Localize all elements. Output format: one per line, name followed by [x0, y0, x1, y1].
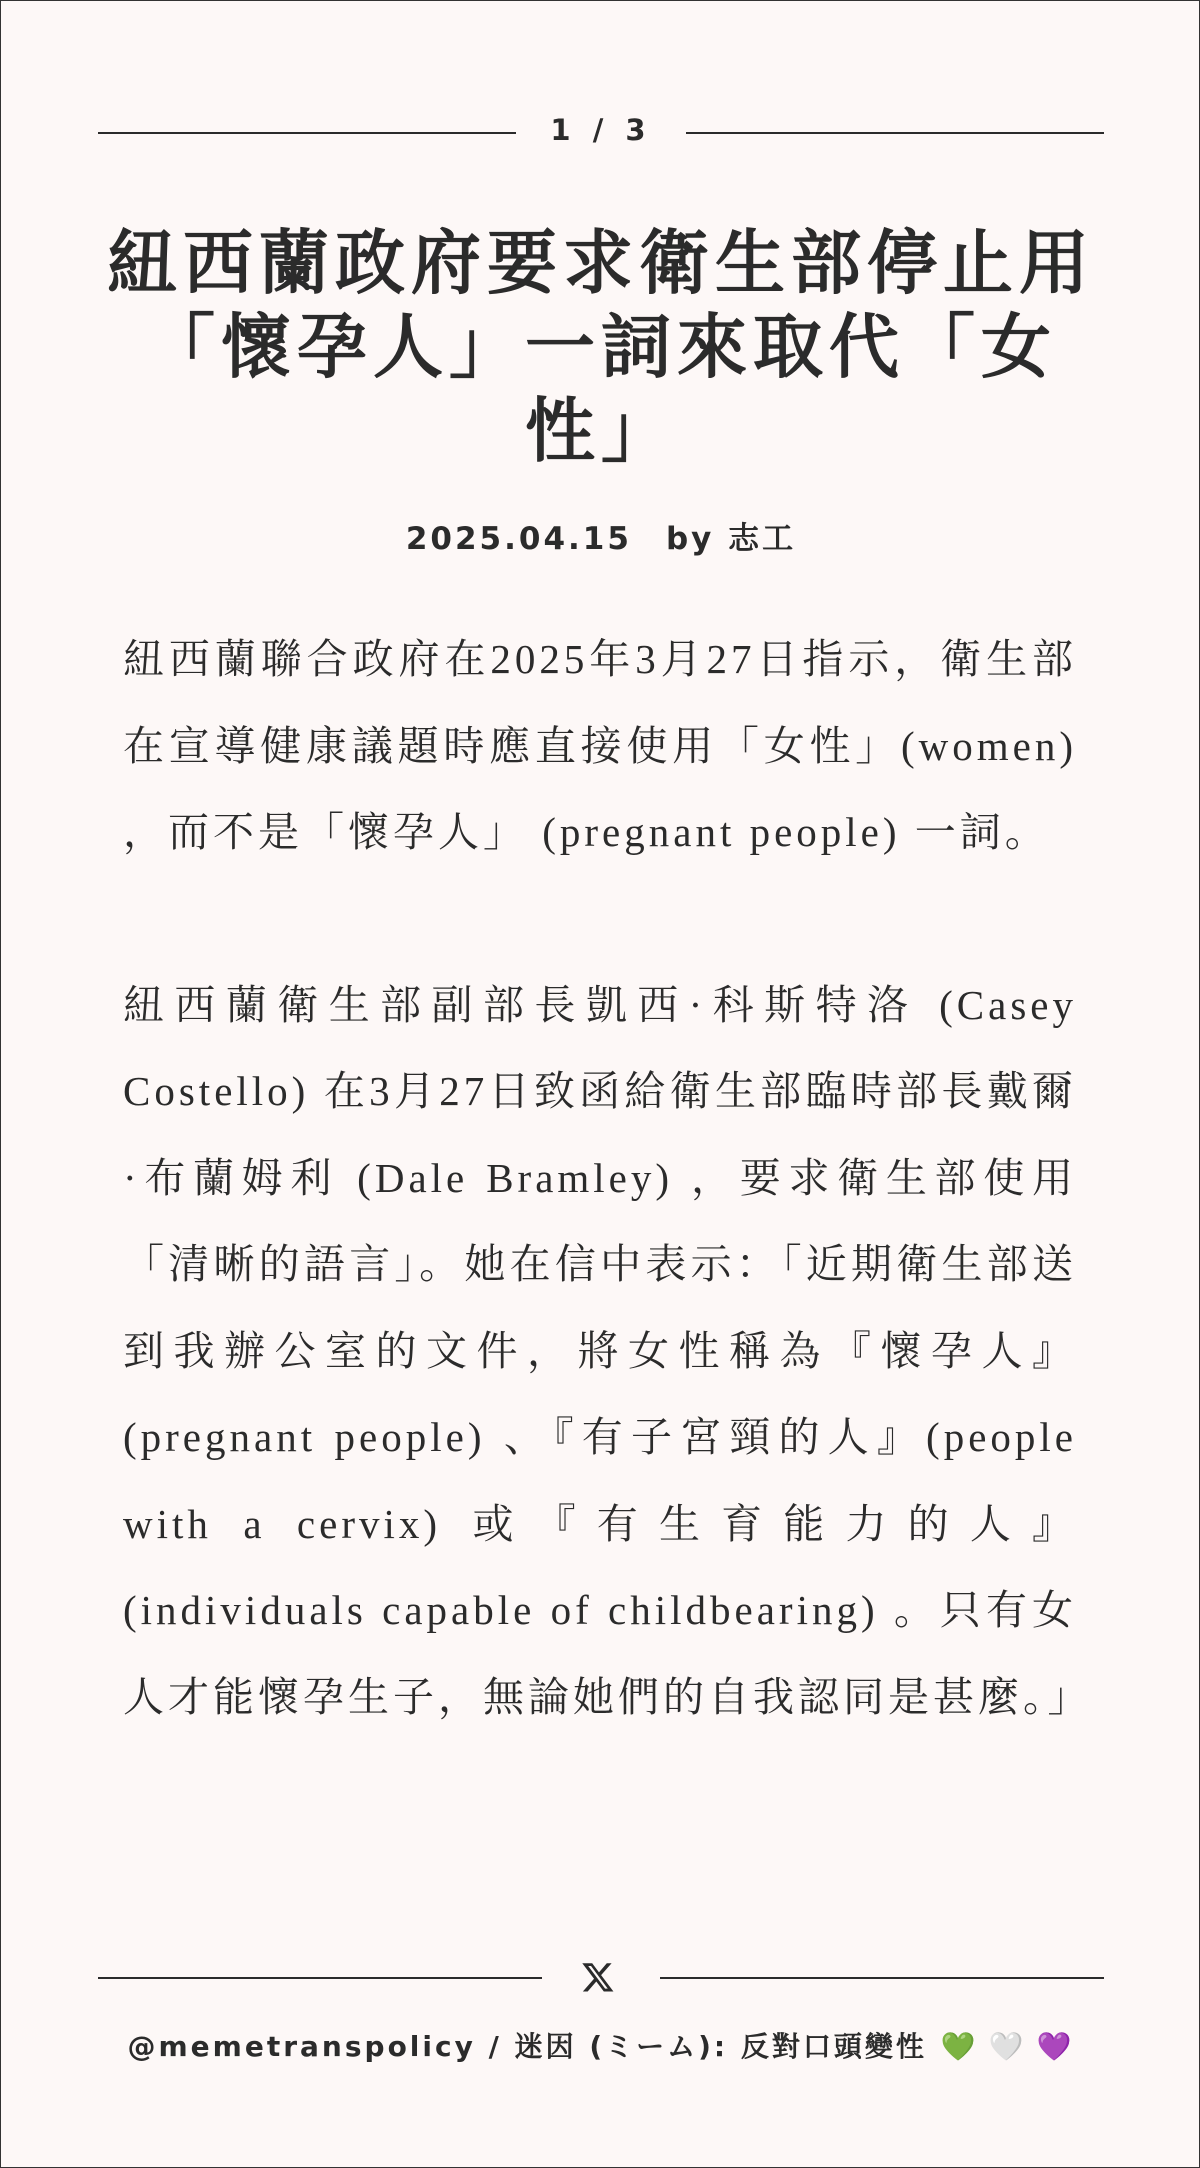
purple-heart-icon: 💜: [1036, 2030, 1075, 2063]
footer-handle: @memetranspolicy / 迷因 (ミーム): 反對口頭變性: [127, 2030, 927, 2063]
article-body: [123, 616, 1093, 1740]
green-heart-icon: 💚: [940, 2030, 979, 2063]
paragraph-2: 紐西蘭衛生部副部長凱西·科斯特洛 (Casey Costello) 在3月27日致函給衛生部臨時部長戴爾·布蘭姆利 (Dale Bramley) ，要求衛生部使用「清晰的語言」。她在信中表示：「近期衛生部送到我辦公室的文件，將女性稱為『懷孕人』 (pregnant people) 、『有子宮頸的人』(people with a cervix) 或『有生育能力的人』(individuals capable of childbearing) 。只有女人才能懷孕生子，無論她們的自我認同是甚麼。」: [123, 981, 1093, 1720]
article-date: 2025.04.15: [405, 521, 632, 557]
footer-hearts: [931, 2030, 1075, 2063]
page-counter: 1 / 3: [550, 113, 652, 147]
top-divider-right: [686, 132, 1104, 134]
footer-credit: [1, 2025, 1200, 2065]
bottom-divider-right: [660, 1977, 1104, 1979]
x-logo-icon: [581, 1960, 615, 1994]
article-byline: by 志工: [665, 521, 797, 557]
article-title: 紐西蘭政府要求衛生部停止用「懷孕人」一詞來取代「女性」: [107, 222, 1095, 472]
article-meta: [1, 513, 1200, 558]
bottom-divider-left: [98, 1977, 542, 1979]
paragraph-1: 紐西蘭聯合政府在2025年3月27日指示，衛生部在宣導健康議題時應直接使用「女性」(women) ，而不是「懷孕人」 (pregnant people) 一詞。: [123, 636, 1077, 855]
white-heart-icon: 🤍: [988, 2030, 1027, 2063]
